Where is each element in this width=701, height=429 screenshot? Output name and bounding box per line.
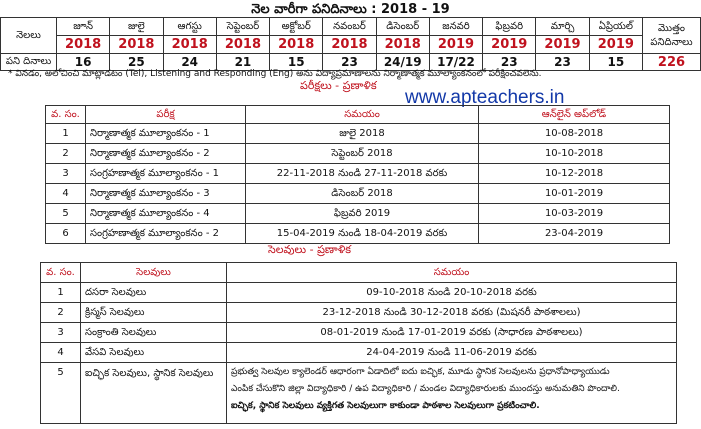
month-days: 25 — [110, 54, 163, 71]
col-header-exam: పరీక్ష — [86, 106, 246, 124]
holidays-table — [40, 262, 677, 424]
table-row — [41, 323, 677, 343]
row-serial: 1 — [41, 283, 81, 303]
table-row — [46, 184, 670, 204]
table-row — [46, 144, 670, 164]
table-row — [46, 224, 670, 244]
total-working-days: 226 — [643, 54, 701, 71]
row-time: డిసెంబర్ 2018 — [246, 184, 479, 204]
row-exam: నిర్మాణాత్మక మూల్యాంకనం - 2 — [86, 144, 246, 164]
row-serial: 3 — [46, 164, 86, 184]
table-row — [41, 303, 677, 323]
row-time: 15-04-2019 నుండి 18-04-2019 వరకు — [246, 224, 479, 244]
row-serial: 6 — [46, 224, 86, 244]
month-name: మార్చి — [536, 18, 589, 36]
row-holiday: క్రిస్మస్ సెలవులు — [81, 303, 227, 323]
month-days: 16 — [57, 54, 110, 71]
month-days: 15 — [270, 54, 323, 71]
month-year: 2018 — [163, 36, 216, 54]
table-row — [41, 363, 677, 424]
row-upload: 10-01-2019 — [479, 184, 670, 204]
month-days: 24 — [163, 54, 216, 71]
month-name: అక్టోబర్ — [270, 18, 323, 36]
month-name: జనవరి — [429, 18, 482, 36]
month-year: 2018 — [376, 36, 429, 54]
row-upload: 10-08-2018 — [479, 124, 670, 144]
row-time: జులై 2018 — [246, 124, 479, 144]
row-serial: 2 — [41, 303, 81, 323]
col-header-holidays: సెలవులు — [81, 263, 227, 283]
month-year: 2018 — [216, 36, 269, 54]
holiday-rule-line-3: ఐచ్ఛిక, స్థానిక సెలవులు వ్యక్తిగత సెలవులుగా కాకుండా పాఠశాల సెలవులుగా ప్రకటించాలి. — [231, 401, 540, 411]
month-days: 17/22 — [429, 54, 482, 71]
month-name: ఏప్రియల్ — [589, 18, 642, 36]
note-text: * వినడం, అలోచించి మాట్లాడటం (Tel), Listening and Responding (Eng) అను విద్యాప్రమాణాలను నిర్మాణాత్మక మూల్యాంకనంలో పరీక్షించవలెను. — [8, 69, 542, 79]
month-name: జూన్ — [57, 18, 110, 36]
row-upload: 23-04-2019 — [479, 224, 670, 244]
total-days-header: మొత్తం పనిదినాలు — [643, 18, 701, 54]
month-days: 24/19 — [376, 54, 429, 71]
row-time: సెప్టెంబర్ 2018 — [246, 144, 479, 164]
row-serial: 4 — [46, 184, 86, 204]
exams-heading: పరీక్షలు - ప్రణాళిక — [300, 79, 377, 92]
row-holiday: ఐచ్ఛిక సెలవులు, స్థానిక సెలవులు — [81, 363, 227, 424]
month-year: 2018 — [110, 36, 163, 54]
row-time: 08-01-2019 నుండి 17-01-2019 వరకు (సాధారణ పాఠశాలలు) — [227, 323, 677, 343]
col-header-time: సమయం — [246, 106, 479, 124]
month-year: 2019 — [429, 36, 482, 54]
row-time: 24-04-2019 నుండి 11-06-2019 వరకు — [227, 343, 677, 363]
row-time: 23-12-2018 నుండి 30-12-2018 వరకు (మిషనరీ పాఠశాలలు) — [227, 303, 677, 323]
month-year: 2019 — [536, 36, 589, 54]
table-row — [46, 204, 670, 224]
col-header-upload: ఆన్‌లైన్ అప్‌లోడ్ — [479, 106, 670, 124]
website-watermark: www.apteachers.in — [405, 87, 565, 108]
page-title: నెల వారీగా పనిదినాలు : 2018 - 19 — [251, 2, 450, 17]
table-row — [41, 343, 677, 363]
row-upload: 10-10-2018 — [479, 144, 670, 164]
month-name: సెప్టెంబర్ — [216, 18, 269, 36]
month-year: 2019 — [589, 36, 642, 54]
month-year: 2018 — [57, 36, 110, 54]
row-time: ఫిబ్రవరి 2019 — [246, 204, 479, 224]
row-serial: 3 — [41, 323, 81, 343]
row-exam: సంగ్రహణాత్మక మూల్యాంకనం - 2 — [86, 224, 246, 244]
months-label-header: నెలలు — [1, 18, 57, 54]
holiday-rule-line-2: ఎంపిక చేసుకొని జిల్లా విద్యాధికారి / ఉప విద్యాధికారి / మండల విద్యాధికారులకు ముందస్తు అనుమతిని పొందాలి. — [231, 384, 620, 394]
monthly-working-days-table — [0, 17, 701, 71]
row-upload: 10-12-2018 — [479, 164, 670, 184]
row-holiday: వేసవి సెలవులు — [81, 343, 227, 363]
col-header-time: సమయం — [227, 263, 677, 283]
row-exam: సంగ్రహణాత్మక మూల్యాంకనం - 1 — [86, 164, 246, 184]
row-serial: 4 — [41, 343, 81, 363]
month-days: 23 — [323, 54, 376, 71]
row-exam: నిర్మాణాత్మక మూల్యాంకనం - 3 — [86, 184, 246, 204]
working-days-label: పని దినాలు — [1, 54, 57, 71]
row-serial: 5 — [46, 204, 86, 224]
row-upload: 10-03-2019 — [479, 204, 670, 224]
table-row — [41, 283, 677, 303]
month-days: 21 — [216, 54, 269, 71]
row-exam: నిర్మాణాత్మక మూల్యాంకనం - 1 — [86, 124, 246, 144]
month-name: డిసెంబర్ — [376, 18, 429, 36]
month-year: 2018 — [270, 36, 323, 54]
exams-table — [45, 105, 670, 244]
holidays-heading: సెలవులు - ప్రణాళిక — [268, 243, 351, 256]
col-header-serial: వ. సం. — [41, 263, 81, 283]
row-holiday: దసరా సెలవులు — [81, 283, 227, 303]
month-days: 23 — [536, 54, 589, 71]
month-name: జులై — [110, 18, 163, 36]
table-row — [46, 124, 670, 144]
month-name: ఆగస్టు — [163, 18, 216, 36]
row-time — [227, 363, 677, 424]
row-serial: 2 — [46, 144, 86, 164]
month-year: 2018 — [323, 36, 376, 54]
row-serial: 1 — [46, 124, 86, 144]
row-time: 22-11-2018 నుండి 27-11-2018 వరకు — [246, 164, 479, 184]
col-header-serial: వ. సం. — [46, 106, 86, 124]
row-exam: నిర్మాణాత్మక మూల్యాంకనం - 4 — [86, 204, 246, 224]
month-name: నవంబర్ — [323, 18, 376, 36]
row-serial: 5 — [41, 363, 81, 424]
month-days: 23 — [483, 54, 536, 71]
table-row — [46, 164, 670, 184]
holiday-rule-line-1: ప్రభుత్వ సెలవుల క్యాలెండర్ ఆధారంగా ఏడాదిలో ఐదు ఐచ్ఛిక, మూడు స్థానిక సెలవులను ప్రధానోపాధ్యాయుడు — [231, 367, 610, 377]
row-time: 09-10-2018 నుండి 20-10-2018 వరకు — [227, 283, 677, 303]
month-year: 2019 — [483, 36, 536, 54]
month-name: ఫిబ్రవరి — [483, 18, 536, 36]
month-days: 15 — [589, 54, 642, 71]
row-holiday: సంక్రాంతి సెలవులు — [81, 323, 227, 343]
